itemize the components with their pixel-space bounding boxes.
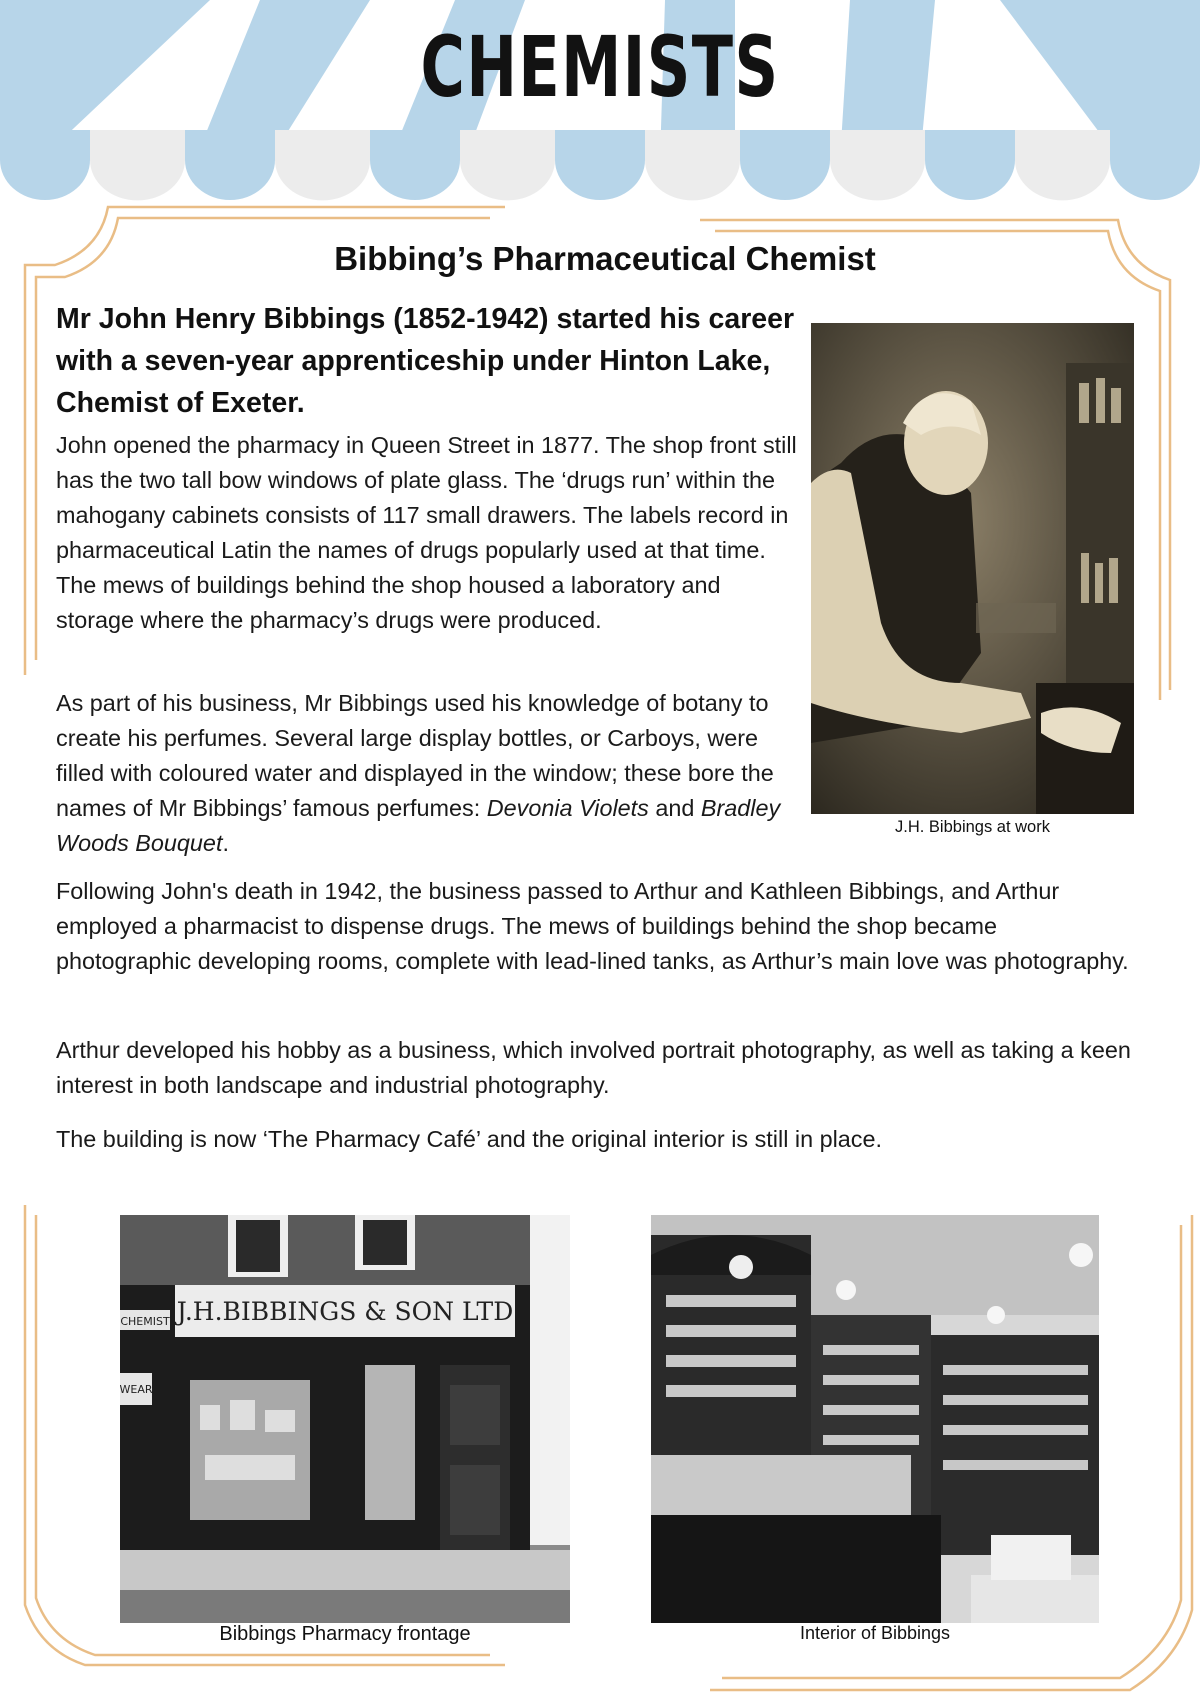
- paragraph-perfumes: [56, 686, 802, 861]
- photo-pharmacy-interior: [651, 1215, 1099, 1623]
- article-intro: Mr John Henry Bibbings (1852-1942) started his career with a seven-year apprenticeship under Hinton Lake, Chemist of Exeter.: [56, 303, 795, 419]
- caption-pharmacy-frontage: Bibbings Pharmacy frontage: [219, 1623, 471, 1645]
- awning-scallops: [0, 130, 1200, 200]
- conjunction-text: and: [648, 795, 701, 821]
- paragraph-succession: Following John's death in 1942, the business passed to Arthur and Kathleen Bibbings, and Arthur employed a pharmacist to dispense drugs. The mews of buildings behind the shop became photographic developing rooms, complete with lead-lined tanks, as Arthur’s main love was photography.: [56, 878, 1129, 974]
- perfumes-text: As part of his business, Mr Bibbings used his knowledge of botany to create his perfumes. Several large display bottles, or Carboys, were filled with coloured water and displayed in the window; these bore the names of Mr Bibbings’ famous perfumes:: [56, 690, 774, 821]
- perfume-name: Bradley Woods Bouquet: [56, 795, 781, 856]
- side-sign-text: WEAR: [120, 1383, 153, 1396]
- perfume-name: Devonia Violets: [486, 795, 649, 821]
- article-heading: Bibbing’s Pharmaceutical Chemist: [334, 240, 876, 277]
- paragraph-founding: John opened the pharmacy in Queen Street in 1877. The shop front still has the two tall bow windows of plate glass. The ‘drugs run’ within the mahogany cabinets consists of 117 small drawers. The labels record in pharmaceutical Latin the names of drugs popularly used at that time. The mews of buildings behind the shop housed a laboratory and storage where the pharmacy’s drugs were produced.: [56, 432, 797, 633]
- shop-sign-text: J.H.BIBBINGS & SON LTD: [176, 1297, 514, 1326]
- paragraph-pharmacy-cafe: The building is now ‘The Pharmacy Café’ and the original interior is still in place.: [56, 1126, 883, 1152]
- caption-bibbings-at-work: J.H. Bibbings at work: [895, 818, 1050, 836]
- caption-pharmacy-interior: Interior of Bibbings: [799, 1623, 951, 1643]
- paragraph-photography-business: Arthur developed his hobby as a business, which involved portrait photography, as well as taking a keen interest in both landscape and industrial photography.: [56, 1037, 1131, 1098]
- side-sign-text: CHEMIST: [120, 1315, 170, 1328]
- photo-pharmacy-frontage: [120, 1215, 570, 1623]
- sentence-end: .: [222, 830, 229, 856]
- photo-bibbings-at-work: [811, 323, 1134, 814]
- banner-title: CHEMISTS: [420, 18, 780, 116]
